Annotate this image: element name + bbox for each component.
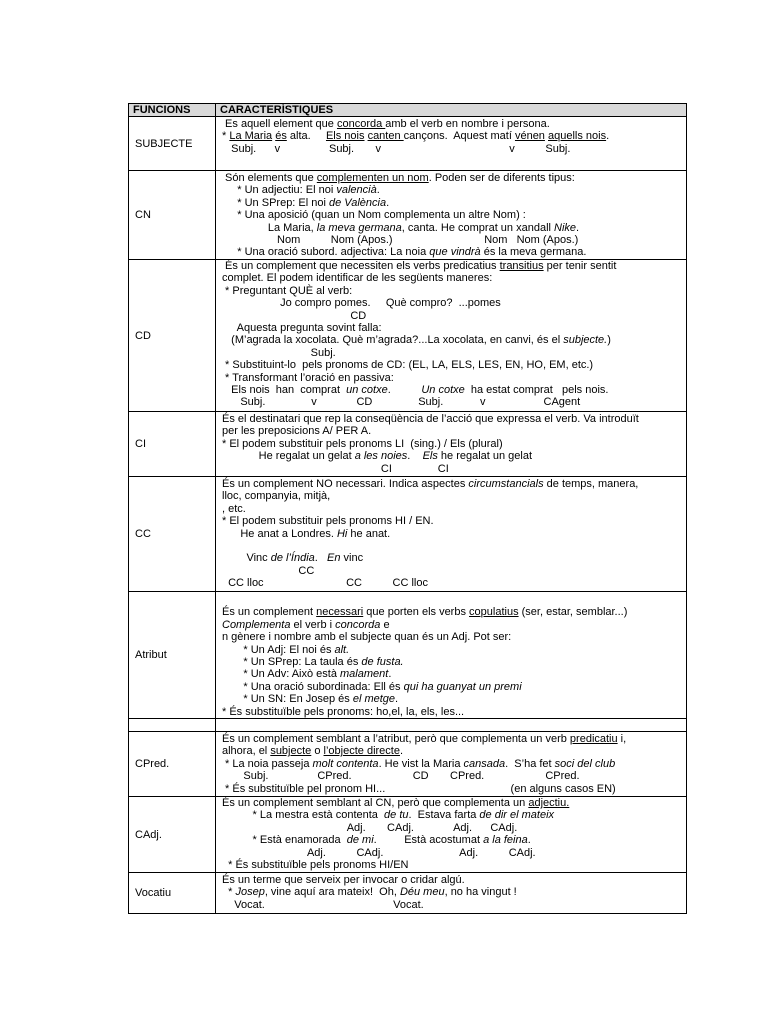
text-segment: És un complement que necessiten els verbs predicatius bbox=[222, 260, 500, 272]
table-header-row bbox=[129, 104, 687, 117]
text-segment: alt. bbox=[334, 643, 350, 656]
text-segment: . bbox=[407, 450, 423, 463]
function-label bbox=[129, 719, 216, 732]
description-line bbox=[222, 619, 390, 631]
function-description bbox=[216, 732, 687, 797]
description-line bbox=[222, 874, 465, 886]
text-segment: cansada bbox=[463, 757, 506, 770]
text-segment: Nom Nom (Apos.) Nom Nom (Apos.) bbox=[222, 234, 579, 246]
text-segment: . bbox=[386, 196, 390, 209]
text-segment: soci del club bbox=[554, 757, 616, 770]
description-line bbox=[222, 758, 615, 770]
text-segment: e bbox=[380, 618, 390, 631]
text-segment: * Substituint-lo pels pronoms de CD: (EL, LA, ELS, LES, EN, HO, EM, etc.) bbox=[222, 359, 594, 372]
text-segment: que vindrà bbox=[429, 246, 481, 259]
text-segment: vinc bbox=[340, 552, 364, 565]
table-row bbox=[129, 797, 687, 873]
text-segment: copulatius bbox=[469, 606, 519, 619]
description-line bbox=[222, 770, 580, 782]
text-segment: Subj. bbox=[222, 346, 336, 359]
text-segment: , etc. bbox=[222, 502, 246, 515]
text-segment: és bbox=[275, 130, 287, 143]
text-segment: que porten els verbs bbox=[363, 606, 470, 619]
text-segment: he anat. bbox=[347, 527, 391, 540]
text-segment: Vinc bbox=[222, 552, 271, 565]
table-row bbox=[129, 412, 687, 477]
table-row bbox=[129, 260, 687, 412]
description-line bbox=[222, 644, 349, 656]
function-description bbox=[216, 412, 687, 477]
description-line bbox=[222, 899, 424, 911]
text-segment: . Està acostumat bbox=[373, 834, 484, 847]
text-segment: Vocat. Vocat. bbox=[222, 898, 424, 911]
text-segment: * El podem substituir pels pronoms HI / EN. bbox=[222, 515, 434, 528]
text-segment: . Estava farta bbox=[408, 809, 480, 822]
description-line bbox=[222, 209, 526, 221]
text-segment: És un complement bbox=[222, 606, 317, 619]
description-line bbox=[222, 246, 586, 258]
text-segment: n gènere i nombre amb el subjecte quan és un Adj. Pot ser: bbox=[222, 631, 512, 644]
function-label: CPred. bbox=[129, 732, 216, 797]
text-segment: . bbox=[395, 693, 399, 706]
text-segment: complementen un nom bbox=[316, 172, 429, 184]
function-label: SUBJECTE bbox=[129, 117, 216, 171]
grammar-functions-table bbox=[128, 103, 687, 914]
text-segment: el verb i bbox=[290, 618, 336, 631]
text-segment: . bbox=[399, 745, 404, 758]
text-segment: ha estat comprat pels nois. bbox=[464, 384, 609, 396]
description-line bbox=[222, 565, 314, 577]
table-row bbox=[129, 171, 687, 260]
description-line bbox=[222, 143, 570, 155]
description-line bbox=[222, 463, 449, 475]
text-segment: adjectiu. bbox=[528, 797, 570, 809]
function-description bbox=[216, 592, 687, 719]
text-segment: és la meva germana. bbox=[480, 246, 587, 259]
description-line bbox=[222, 606, 627, 618]
text-segment: És un complement NO necessari. Indica aspectes bbox=[222, 478, 469, 490]
text-segment: CC bbox=[222, 564, 315, 577]
description-line bbox=[222, 783, 616, 795]
text-segment: Un cotxe bbox=[421, 384, 465, 396]
description-line bbox=[222, 413, 639, 425]
text-segment: . bbox=[376, 184, 380, 197]
text-segment: Els nois bbox=[325, 130, 365, 143]
text-segment: de dir el mateix bbox=[479, 809, 555, 822]
description-line bbox=[222, 347, 336, 359]
text-segment: * Una oració subord. adjectiva: La noia bbox=[222, 246, 430, 259]
text-segment: qui ha guanyat un premi bbox=[403, 680, 522, 693]
text-segment: . S’ha fet bbox=[505, 757, 555, 770]
description-line bbox=[222, 552, 363, 564]
text-segment: , vine aquí ara mateix! Oh, bbox=[264, 886, 400, 899]
header-caracteristiques: CARACTERÍSTIQUES bbox=[216, 104, 687, 117]
description-line bbox=[222, 222, 579, 234]
text-segment: complet. El podem identificar de les següents maneres: bbox=[222, 272, 493, 285]
description-line bbox=[222, 681, 522, 693]
text-segment: transitius bbox=[499, 260, 544, 272]
function-label: Vocatiu bbox=[129, 873, 216, 914]
function-description bbox=[216, 171, 687, 260]
description-line bbox=[222, 450, 532, 462]
function-description bbox=[216, 117, 687, 171]
description-line bbox=[222, 847, 536, 859]
description-line bbox=[222, 285, 352, 297]
text-segment: Complementa bbox=[222, 618, 291, 631]
text-segment: , no ha vingut ! bbox=[444, 886, 517, 899]
description-line bbox=[222, 528, 390, 540]
description-line bbox=[222, 745, 403, 757]
text-segment: a les noies bbox=[354, 450, 408, 463]
function-label: CC bbox=[129, 477, 216, 592]
text-segment: per les preposicions A/ PER A. bbox=[222, 425, 372, 438]
description-line bbox=[222, 260, 616, 272]
description-line bbox=[222, 656, 404, 668]
text-segment: . Poden ser de diferents tipus: bbox=[428, 172, 575, 184]
function-description bbox=[216, 873, 687, 914]
text-segment: subjecte. bbox=[563, 334, 608, 347]
text-segment: el metge bbox=[352, 693, 396, 706]
function-description bbox=[216, 797, 687, 873]
description-line bbox=[222, 297, 501, 309]
text-segment: * Un Adv: Això està bbox=[222, 668, 341, 681]
text-segment: malament bbox=[340, 668, 389, 681]
text-segment: de tu bbox=[384, 809, 409, 822]
text-segment: predicatiu bbox=[569, 733, 618, 745]
text-segment: Nike bbox=[554, 221, 577, 234]
text-segment: He anat a Londres. bbox=[222, 527, 337, 540]
description-line bbox=[222, 197, 389, 209]
text-segment: La Maria bbox=[229, 130, 273, 143]
description-line bbox=[222, 184, 380, 196]
description-line bbox=[222, 322, 382, 334]
table-row bbox=[129, 732, 687, 797]
description-line bbox=[222, 668, 391, 680]
text-segment: molt contenta bbox=[312, 757, 379, 770]
text-segment: * És substituïble pels pronoms HI/EN bbox=[222, 859, 409, 871]
text-segment: . bbox=[576, 221, 580, 234]
description-line bbox=[222, 272, 492, 284]
text-segment: o bbox=[311, 745, 324, 758]
description-line bbox=[222, 425, 371, 437]
text-segment: alhora, el bbox=[222, 745, 271, 758]
text-segment: * Transformant l’oració en passiva: bbox=[222, 371, 394, 384]
text-segment: canten bbox=[367, 130, 404, 143]
text-segment: necessari bbox=[316, 606, 364, 619]
text-segment: Adj. CAdj. Adj. CAdj. bbox=[222, 846, 536, 859]
text-segment: . bbox=[527, 834, 531, 847]
table-row bbox=[129, 592, 687, 719]
text-segment: Els nois han comprat bbox=[222, 384, 347, 396]
text-segment: i, bbox=[617, 733, 627, 745]
text-segment: de temps, manera, bbox=[543, 478, 639, 490]
function-description bbox=[216, 260, 687, 412]
description-line bbox=[222, 234, 578, 246]
text-segment: * Un SPrep: El noi bbox=[222, 196, 329, 209]
text-segment: * És substituïble pel pronom HI... (en alguns casos EN) bbox=[222, 782, 616, 795]
text-segment: . bbox=[388, 668, 392, 681]
table-row bbox=[129, 873, 687, 914]
description-line bbox=[222, 130, 609, 142]
text-segment: En bbox=[327, 552, 341, 565]
text-segment: * Un Adj: El noi és bbox=[222, 643, 335, 656]
text-segment: És un complement semblant al CN, però que complementa un bbox=[222, 797, 529, 809]
text-segment: * El podem substituir pels pronoms LI (sing.) / Els (plural) bbox=[222, 437, 503, 450]
text-segment: he regalat un gelat bbox=[437, 450, 533, 463]
description-line bbox=[222, 334, 611, 346]
text-segment: Aquesta pregunta sovint falla: bbox=[222, 322, 382, 334]
text-segment: . bbox=[314, 552, 327, 565]
text-segment: (ser, estar, semblar...) bbox=[518, 606, 628, 619]
description-line bbox=[222, 478, 638, 490]
text-segment: de fusta. bbox=[361, 656, 404, 668]
text-segment: vénen bbox=[514, 130, 545, 143]
function-label: CN bbox=[129, 171, 216, 260]
text-segment: Els bbox=[422, 450, 438, 463]
description-line bbox=[222, 693, 398, 705]
description-line bbox=[222, 797, 569, 809]
text-segment: un cotxe bbox=[346, 384, 388, 396]
text-segment: * Una oració subordinada: Ell és bbox=[222, 680, 404, 693]
text-segment: * Preguntant QUÈ al verb: bbox=[222, 284, 353, 297]
text-segment: Subj. v Subj. v v Subj. bbox=[222, 142, 571, 155]
text-segment: És un complement semblant a l’atribut, però que complementa un verb bbox=[222, 733, 570, 745]
text-segment: circumstancials bbox=[468, 478, 544, 490]
description-line bbox=[222, 490, 330, 502]
description-line bbox=[222, 577, 428, 589]
function-description bbox=[216, 477, 687, 592]
text-segment: per tenir sentit bbox=[543, 260, 617, 272]
text-segment: És un terme que serveix per invocar o cridar algú. bbox=[222, 874, 465, 886]
text-segment: de mi bbox=[346, 834, 374, 847]
text-segment: * Està enamorada bbox=[222, 834, 347, 847]
description-line bbox=[222, 359, 593, 371]
text-segment: . He vist la Maria bbox=[378, 757, 464, 770]
table-row bbox=[129, 477, 687, 592]
function-description bbox=[216, 719, 687, 732]
text-segment: Subj. CPred. CD CPred. CPred. bbox=[222, 770, 580, 783]
text-segment: concorda bbox=[336, 118, 386, 130]
text-segment: És el destinatari que rep la conseqüència de l’acció que expressa el verb. Va introduït bbox=[222, 413, 639, 425]
text-segment: alta. bbox=[286, 130, 326, 143]
function-label: CAdj. bbox=[129, 797, 216, 873]
description-line bbox=[222, 515, 434, 527]
description-line bbox=[222, 886, 517, 898]
description-line bbox=[222, 706, 464, 718]
text-segment: subjecte bbox=[270, 745, 312, 758]
table-row bbox=[129, 117, 687, 171]
description-line bbox=[222, 310, 366, 322]
text-segment: CI CI bbox=[222, 462, 449, 475]
grammar-table-page bbox=[128, 103, 686, 911]
text-segment: l’objecte directe bbox=[323, 745, 400, 758]
description-line bbox=[222, 809, 554, 821]
text-segment: * bbox=[222, 886, 236, 899]
text-segment: CD bbox=[222, 309, 367, 322]
description-line bbox=[222, 372, 394, 384]
description-line bbox=[222, 631, 511, 643]
description-line bbox=[222, 396, 580, 408]
text-segment: lloc, companyia, mitjà, bbox=[222, 490, 331, 503]
description-line bbox=[222, 384, 608, 396]
text-segment: valencià bbox=[336, 184, 377, 197]
text-segment: Són elements que bbox=[222, 172, 317, 184]
text-segment: * Una aposició (quan un Nom complementa un altre Nom) : bbox=[222, 209, 526, 222]
description-line bbox=[222, 733, 626, 745]
text-segment: Josep bbox=[235, 886, 265, 899]
text-segment: Déu meu bbox=[399, 886, 445, 899]
function-label: CI bbox=[129, 412, 216, 477]
text-segment: . bbox=[387, 384, 422, 396]
table-row bbox=[129, 719, 687, 732]
description-line bbox=[222, 834, 531, 846]
text-segment: (M’agrada la xocolata. Què m’agrada?...La xocolata, en canvi, és el bbox=[222, 334, 564, 347]
text-segment: de València bbox=[329, 196, 387, 209]
text-segment: Adj. CAdj. Adj. CAdj. bbox=[222, 821, 518, 834]
header-funcions: FUNCIONS bbox=[129, 104, 216, 117]
text-segment: concorda bbox=[335, 618, 381, 631]
text-segment: * És substituïble pels pronoms: ho,el, la, els, les... bbox=[222, 705, 465, 718]
text-segment: * La mestra està contenta bbox=[222, 809, 385, 822]
description-line bbox=[222, 118, 550, 130]
text-segment: a la feina bbox=[483, 834, 528, 847]
text-segment: CC lloc CC CC lloc bbox=[222, 577, 428, 590]
text-segment: Hi bbox=[336, 527, 348, 540]
text-segment: aquells nois bbox=[548, 130, 607, 143]
text-segment: de l’Índia bbox=[270, 552, 315, 565]
text-segment: * Un adjectiu: El noi bbox=[222, 184, 337, 197]
description-line bbox=[222, 503, 246, 515]
text-segment: Es aquell element que bbox=[222, 118, 337, 130]
text-segment: cançons. Aquest matí bbox=[403, 130, 515, 143]
text-segment: He regalat un gelat bbox=[222, 450, 355, 463]
text-segment: * Un SN: En Josep és bbox=[222, 693, 353, 706]
text-segment: la meva germana bbox=[316, 221, 402, 234]
text-segment: * La noia passeja bbox=[222, 757, 313, 770]
text-segment: * bbox=[222, 130, 230, 143]
description-line bbox=[222, 822, 517, 834]
text-segment: Jo compro pomes. Què compro? ...pomes bbox=[222, 297, 501, 310]
text-segment: , canta. He comprat un xandall bbox=[401, 221, 555, 234]
text-segment: La Maria, bbox=[222, 221, 317, 234]
description-line bbox=[222, 172, 575, 184]
function-label: CD bbox=[129, 260, 216, 412]
text-segment: ) bbox=[607, 334, 611, 347]
description-line bbox=[222, 438, 503, 450]
function-label: Atribut bbox=[129, 592, 216, 719]
text-segment: * Un SPrep: La taula és bbox=[222, 656, 362, 668]
text-segment: Subj. v CD Subj. v CAgent bbox=[222, 396, 581, 409]
text-segment: . bbox=[606, 130, 610, 143]
text-segment: amb el verb en nombre i persona. bbox=[385, 118, 550, 130]
description-line bbox=[222, 859, 408, 871]
